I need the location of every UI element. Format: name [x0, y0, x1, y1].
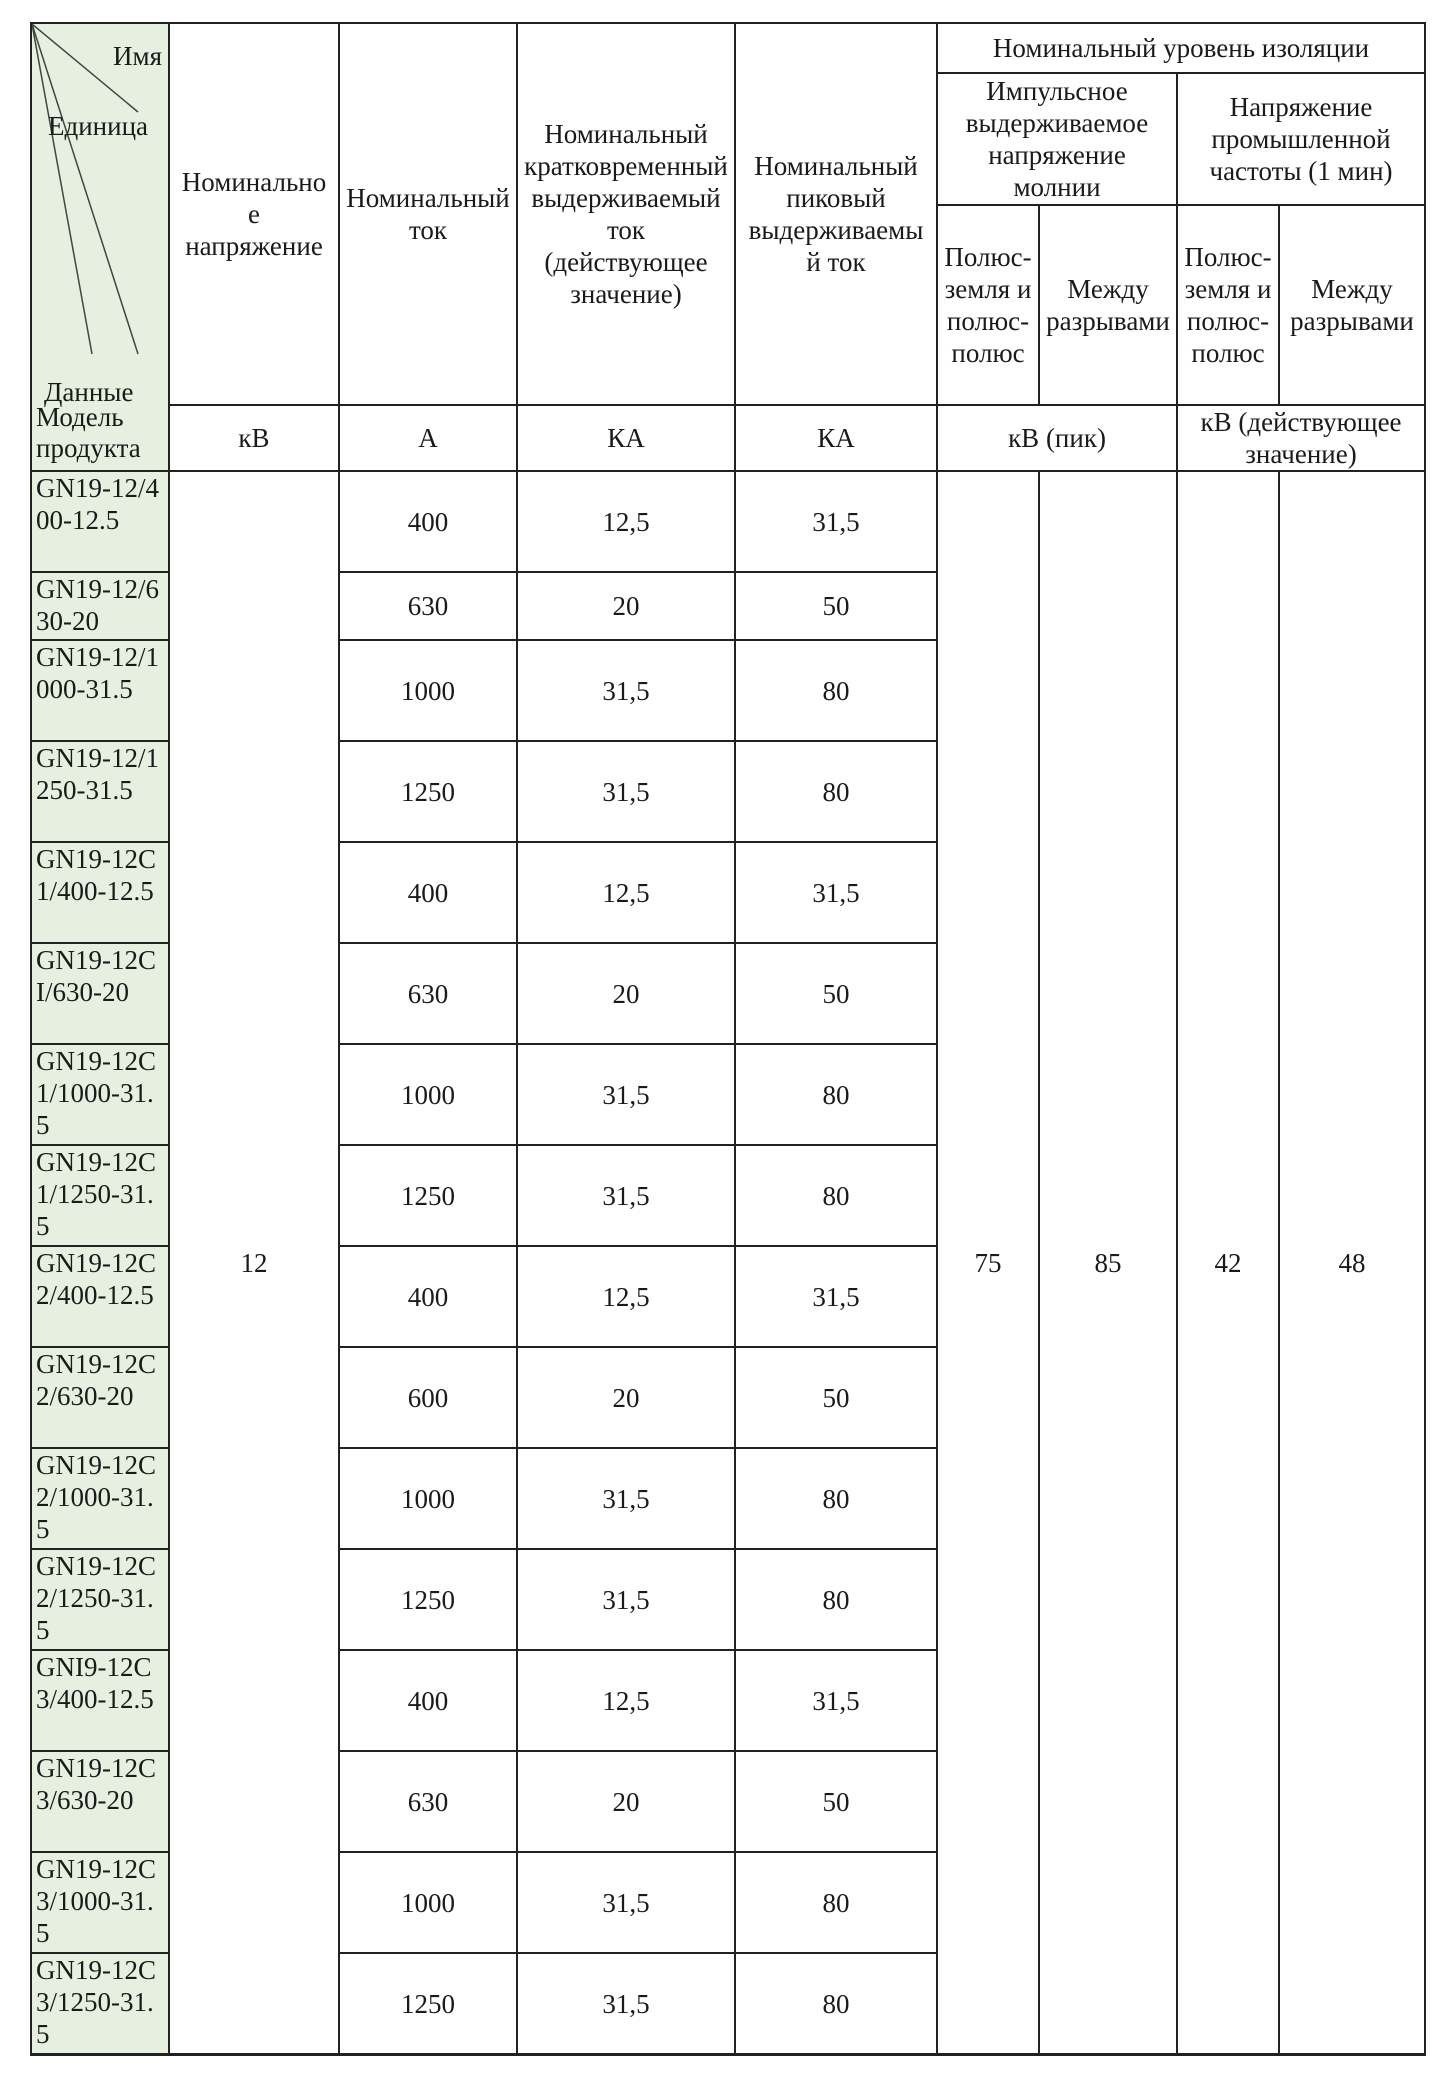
short-time-cell: 31,5	[517, 1852, 735, 1953]
header-rated-voltage: Номинальное напряжение	[169, 23, 339, 405]
shared-impulse-between-breaks: 85	[1039, 471, 1177, 2055]
spec-table-container	[30, 22, 1424, 2056]
peak-cell: 80	[735, 1549, 937, 1650]
unit-peak: КА	[735, 405, 937, 471]
current-cell: 400	[339, 842, 517, 943]
peak-cell: 80	[735, 1448, 937, 1549]
shared-pf-pole-earth: 42	[1177, 471, 1279, 2055]
current-cell: 1000	[339, 1044, 517, 1145]
current-cell: 400	[339, 1246, 517, 1347]
corner-diagonal-lines	[32, 24, 170, 404]
short-time-cell: 31,5	[517, 1953, 735, 2055]
unit-short-time: КА	[517, 405, 735, 471]
peak-cell: 31,5	[735, 842, 937, 943]
unit-current: А	[339, 405, 517, 471]
current-cell: 600	[339, 1347, 517, 1448]
shared-rated-voltage: 12	[169, 471, 339, 2055]
short-time-cell: 20	[517, 1751, 735, 1852]
unit-power-freq: кВ (действующее значение)	[1177, 405, 1425, 471]
current-cell: 1250	[339, 1145, 517, 1246]
table-row	[31, 471, 1425, 572]
model-cell: GN19-12C2/400-12.5	[31, 1246, 169, 1347]
peak-cell: 50	[735, 943, 937, 1044]
short-time-cell: 12,5	[517, 471, 735, 572]
peak-cell: 80	[735, 1852, 937, 1953]
header-impulse-voltage: Импульсное выдерживаемое напряжение молнии	[937, 73, 1177, 205]
header-rated-current: Номинальный ток	[339, 23, 517, 405]
current-cell: 1000	[339, 1852, 517, 1953]
short-time-cell: 31,5	[517, 1145, 735, 1246]
peak-cell: 80	[735, 1145, 937, 1246]
corner-unit-label: Единица	[48, 111, 149, 141]
model-cell: GN19-12C2/1000-31.5	[31, 1448, 169, 1549]
corner-name-label: Имя	[112, 41, 162, 71]
peak-cell: 31,5	[735, 471, 937, 572]
current-cell: 400	[339, 471, 517, 572]
header-pf-between-breaks: Между разрывами	[1279, 205, 1425, 405]
model-cell: GN19-12C1/400-12.5	[31, 842, 169, 943]
short-time-cell: 31,5	[517, 1044, 735, 1145]
current-cell: 630	[339, 1751, 517, 1852]
short-time-cell: 20	[517, 572, 735, 640]
current-cell: 1250	[339, 741, 517, 842]
short-time-cell: 31,5	[517, 640, 735, 741]
current-cell: 400	[339, 1650, 517, 1751]
unit-voltage: кВ	[169, 405, 339, 471]
short-time-cell: 20	[517, 943, 735, 1044]
model-cell: GN19-12CI/630-20	[31, 943, 169, 1044]
current-cell: 1000	[339, 1448, 517, 1549]
shared-pf-between-breaks: 48	[1279, 471, 1425, 2055]
current-cell: 630	[339, 943, 517, 1044]
header-pf-pole-earth: Полюс-земля и полюс-полюс	[1177, 205, 1279, 405]
peak-cell: 50	[735, 1751, 937, 1852]
header-impulse-pole-earth: Полюс-земля и полюс-полюс	[937, 205, 1039, 405]
unit-impulse: кВ (пик)	[937, 405, 1177, 471]
current-cell: 1000	[339, 640, 517, 741]
model-cell: GN19-12/1000-31.5	[31, 640, 169, 741]
current-cell: 1250	[339, 1953, 517, 2055]
model-cell: GN19-12C3/1000-31.5	[31, 1852, 169, 1953]
table-body	[31, 471, 1425, 2055]
short-time-cell: 12,5	[517, 842, 735, 943]
model-cell: GN19-12C2/630-20	[31, 1347, 169, 1448]
short-time-cell: 31,5	[517, 1549, 735, 1650]
model-cell: GN19-12C3/1250-31.5	[31, 1953, 169, 2055]
header-impulse-between-breaks: Между разрывами	[1039, 205, 1177, 405]
model-cell: GN19-12C2/1250-31.5	[31, 1549, 169, 1650]
peak-cell: 31,5	[735, 1650, 937, 1751]
peak-cell: 50	[735, 572, 937, 640]
header-power-freq-voltage: Напряжение промышленной частоты (1 мин)	[1177, 73, 1425, 205]
header-insulation-level: Номинальный уровень изоляции	[937, 23, 1425, 73]
model-cell: GN19-12/1250-31.5	[31, 741, 169, 842]
peak-cell: 50	[735, 1347, 937, 1448]
model-cell: GN19-12C1/1250-31.5	[31, 1145, 169, 1246]
short-time-cell: 31,5	[517, 1448, 735, 1549]
short-time-cell: 31,5	[517, 741, 735, 842]
header-peak-current: Номинальный пиковый выдерживаемый ток	[735, 23, 937, 405]
current-cell: 630	[339, 572, 517, 640]
short-time-cell: 20	[517, 1347, 735, 1448]
peak-cell: 80	[735, 1953, 937, 2055]
short-time-cell: 12,5	[517, 1246, 735, 1347]
peak-cell: 80	[735, 1044, 937, 1145]
peak-cell: 80	[735, 741, 937, 842]
header-short-time-current: Номинальный кратковременный выдерживаемый ток (действующее значение)	[517, 23, 735, 405]
model-cell: GN19-12C3/630-20	[31, 1751, 169, 1852]
corner-data-label: Данные	[44, 377, 134, 407]
current-cell: 1250	[339, 1549, 517, 1650]
peak-cell: 31,5	[735, 1246, 937, 1347]
short-time-cell: 12,5	[517, 1650, 735, 1751]
spec-table	[30, 22, 1426, 2056]
model-cell: GN19-12/400-12.5	[31, 471, 169, 572]
model-cell: GN19-12/630-20	[31, 572, 169, 640]
shared-impulse-pole-earth: 75	[937, 471, 1039, 2055]
model-cell: GNI9-12C3/400-12.5	[31, 1650, 169, 1751]
corner-model-label: Модель продукта	[36, 402, 141, 463]
peak-cell: 80	[735, 640, 937, 741]
model-cell: GN19-12C1/1000-31.5	[31, 1044, 169, 1145]
